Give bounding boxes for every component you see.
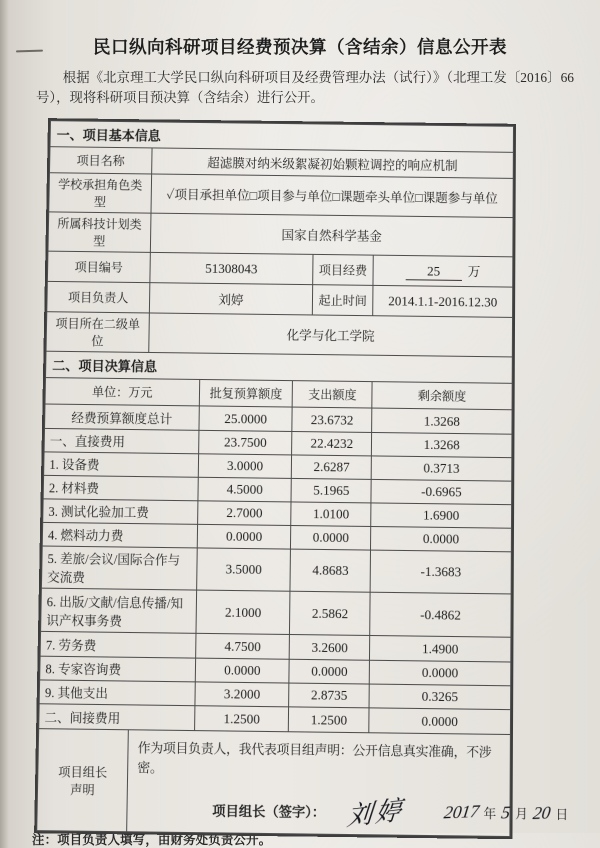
- declaration-table: [36, 728, 569, 837]
- budget-spent-header: 支出额度: [293, 381, 373, 408]
- budget-row-label: 1. 设备费: [44, 452, 199, 477]
- project-name-label: 项目名称: [49, 147, 151, 174]
- declaration-row: [37, 729, 511, 837]
- budget-approved: 3.5000: [196, 548, 290, 591]
- role-type-label: 学校承担角色类型: [49, 173, 152, 213]
- table-row: [46, 312, 513, 357]
- pi-label: 项目负责人: [47, 281, 150, 313]
- table-row: [48, 212, 513, 257]
- signature-row: [136, 790, 569, 832]
- budget-spent: 3.2600: [290, 634, 370, 660]
- disclosure-form: [34, 118, 569, 839]
- budget-spent: 1.0100: [291, 502, 371, 527]
- dept-value: 化学与化工学院: [149, 313, 513, 357]
- budget-row-label: 8. 专家咨询费: [40, 656, 196, 682]
- duration-label: 起止时间: [312, 285, 373, 316]
- project-name-value: 超滤膜对纳米级絮凝初始颗粒调控的响应机制: [151, 148, 513, 178]
- table-row: [49, 173, 514, 218]
- table-row: [41, 588, 512, 637]
- role-type-checkboxes: ✓项目承担单位□项目参与单位□课题牵头单位□课题参与单位: [151, 174, 513, 218]
- budget-spent: 23.6732: [292, 407, 372, 432]
- budget-spent: 2.5862: [290, 591, 370, 635]
- date-day-unit: 日: [555, 807, 569, 823]
- budget-row-label: 4. 燃料动力费: [42, 522, 197, 547]
- dept-label: 项目所在二级单位: [46, 312, 149, 353]
- budget-row-label: 经费预算额度总计: [45, 404, 200, 430]
- budget-remaining: 1.3268: [372, 408, 512, 434]
- budget-row-label: 9. 其他支出: [39, 680, 195, 706]
- budget-spent: 1.2500: [289, 707, 369, 733]
- table-row: [41, 546, 511, 594]
- pi-name: 刘婷: [149, 283, 312, 315]
- budget-remaining: 1.6900: [371, 503, 512, 528]
- budget-table: [38, 351, 513, 735]
- footnote: 注：项目负责人填写，由财务处负责公开。: [32, 833, 272, 847]
- plan-type-value: 国家自然科学基金: [150, 213, 513, 257]
- budget-remaining: 0.0000: [369, 708, 511, 735]
- handwritten-date: [444, 802, 571, 824]
- project-no-label: 项目编号: [47, 251, 150, 283]
- duration-value: 2014.1.1-2016.12.30: [373, 285, 513, 317]
- budget-approved: 4.7500: [195, 633, 289, 659]
- funding-label: 项目经费: [313, 254, 374, 285]
- funding-value-cell: [373, 255, 513, 287]
- budget-remaining: 1.4900: [370, 635, 511, 662]
- date-year-unit: 年: [483, 806, 497, 822]
- budget-approved: 23.7500: [198, 430, 292, 455]
- budget-approved: 25.0000: [199, 406, 293, 432]
- declaration-body: [127, 730, 569, 837]
- budget-remaining: -1.3683: [370, 550, 511, 594]
- page-title: 民口纵向科研项目经费预决算（含结余）信息公开表: [93, 37, 507, 57]
- budget-spent: 22.4232: [292, 431, 372, 455]
- budget-row-label: 二、间接费用: [39, 704, 195, 731]
- handwritten-signature: 刘婷: [346, 796, 406, 832]
- budget-approved: 4.5000: [198, 477, 292, 502]
- budget-spent: 0.0000: [291, 525, 371, 550]
- budget-remaining: -0.6965: [371, 479, 512, 504]
- budget-approved: 0.0000: [197, 524, 291, 549]
- budget-spent: 4.8683: [290, 549, 370, 592]
- budget-row-label: 6. 出版/文献/信息传播/知识产权事务费: [41, 588, 197, 633]
- budget-row-label: 5. 差旅/会议/国际合作与交流费: [41, 546, 197, 590]
- intro-paragraph: 根据《北京理工大学民口纵向科研项目及经费管理办法（试行）》（北理工发〔2016〕66 号），现将科研项目预决算（含结余）进行公开。: [36, 70, 574, 105]
- budget-spent: 5.1965: [291, 478, 371, 503]
- budget-remaining: -0.4862: [370, 592, 511, 637]
- date-month: 5: [500, 802, 512, 823]
- budget-approved: 0.0000: [195, 658, 289, 683]
- photographed-document-page: [0, 34, 600, 847]
- budget-row-label: 2. 材料费: [43, 475, 198, 500]
- date-year: 2017: [442, 801, 480, 823]
- budget-approved: 2.1000: [196, 590, 291, 634]
- basic-info-section-title: 一、项目基本信息: [50, 121, 514, 153]
- sign-label: 项目组长（签字）：: [212, 802, 326, 820]
- budget-approved: 1.2500: [194, 706, 289, 732]
- budget-approved: 3.0000: [198, 454, 292, 479]
- budget-remaining: 1.3268: [371, 432, 511, 457]
- budget-section-title: 二、项目决算信息: [46, 351, 513, 383]
- date-month-unit: 月: [515, 806, 528, 822]
- budget-row-label: 3. 测试化验加工费: [43, 499, 198, 524]
- budget-approved: 2.7000: [197, 501, 291, 526]
- basic-info-table: [46, 120, 514, 357]
- budget-remaining: 0.3265: [369, 684, 511, 710]
- budget-remaining: 0.0000: [369, 660, 510, 686]
- budget-remaining: 0.0000: [371, 526, 512, 551]
- date-day: 20: [531, 802, 552, 824]
- budget-spent: 0.0000: [289, 659, 369, 684]
- budget-spent: 2.6287: [292, 455, 372, 479]
- funding-unit: 万: [467, 264, 481, 280]
- budget-row-label: 7. 劳务费: [40, 631, 196, 658]
- declaration-label: 项目组长声明: [37, 729, 129, 832]
- budget-row-label: 一、直接费用: [44, 428, 199, 453]
- budget-remaining: 0.3713: [371, 456, 512, 481]
- declaration-statement: 作为项目负责人，我代表项目组声明：公开信息真实准确，不涉密。: [137, 740, 492, 776]
- funding-amount: 25: [405, 263, 461, 281]
- budget-spent: 2.8735: [289, 683, 369, 708]
- plan-type-label: 所属科技计划类型: [48, 212, 151, 253]
- budget-approved: 3.2000: [195, 682, 290, 707]
- budget-unit-header: 单位：万元: [45, 378, 199, 406]
- project-no-value: 51308043: [150, 252, 313, 284]
- budget-approved-header: 批复预算额度: [199, 379, 293, 407]
- budget-remaining-header: 剩余额度: [372, 382, 512, 410]
